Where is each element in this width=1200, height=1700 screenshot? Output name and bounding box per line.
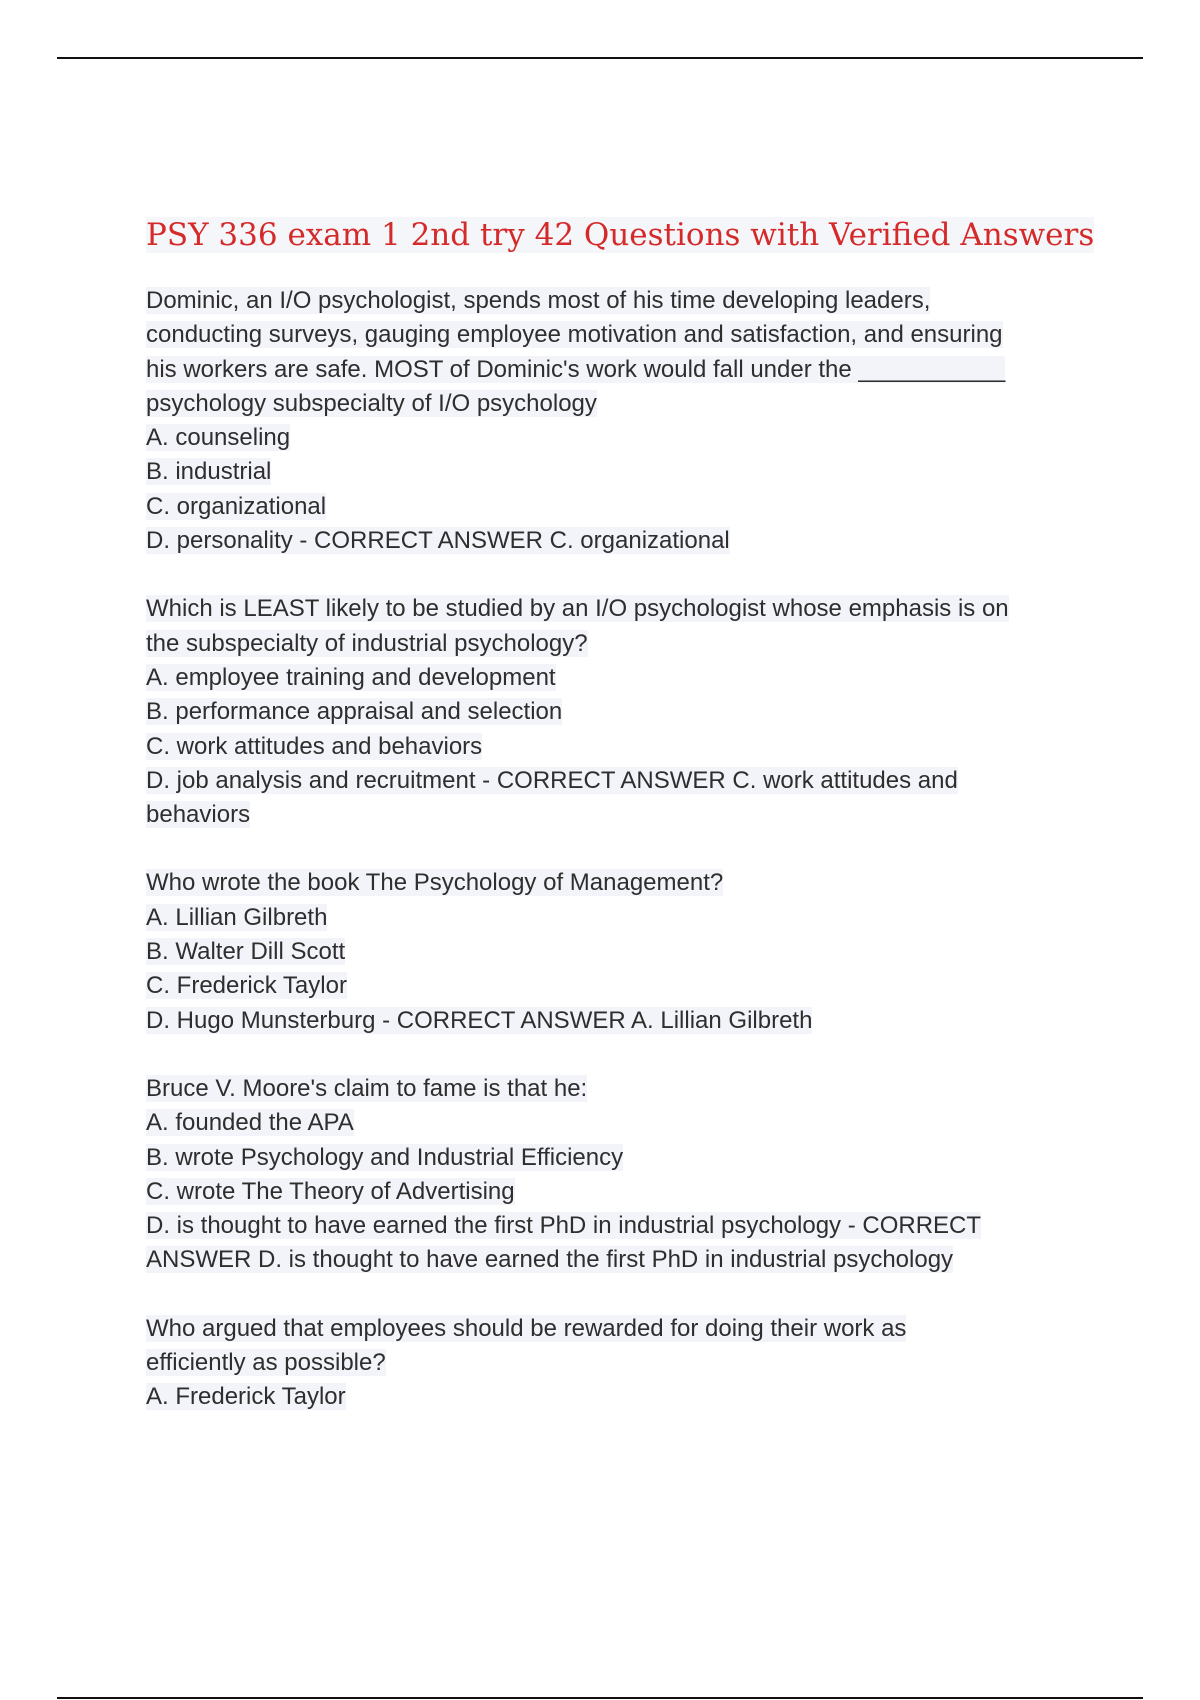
- answer-option: A. employee training and development: [146, 663, 556, 691]
- answer-option: B. Walter Dill Scott: [146, 938, 346, 966]
- question-line: the subspecialty of industrial psychology?: [146, 629, 588, 657]
- answer-option-with-correct-answer: behaviors: [146, 801, 251, 829]
- answer-option: A. Frederick Taylor: [146, 1383, 346, 1411]
- question-1: [146, 284, 1086, 558]
- top-rule: [57, 57, 1143, 59]
- question-line: his workers are safe. MOST of Dominic's work would fall under the ___________: [146, 355, 1006, 383]
- answer-option-with-correct-answer: D. is thought to have earned the first PhD in industrial psychology - CORRECT: [146, 1212, 982, 1240]
- answer-option: B. industrial: [146, 458, 272, 486]
- question-line: Bruce V. Moore's claim to fame is that he:: [146, 1074, 588, 1102]
- document-body: [146, 212, 1095, 1449]
- question-line: Dominic, an I/O psychologist, spends most of his time developing leaders,: [146, 287, 931, 314]
- answer-option: A. counseling: [146, 424, 291, 452]
- answer-option: C. wrote The Theory of Advertising: [146, 1177, 515, 1205]
- answer-option: A. Lillian Gilbreth: [146, 903, 328, 931]
- question-line: Who wrote the book The Psychology of Management?: [146, 869, 724, 897]
- question-3: [146, 866, 1086, 1037]
- answer-option: A. founded the APA: [146, 1109, 354, 1137]
- answer-option: C. work attitudes and behaviors: [146, 732, 483, 760]
- answer-option-with-correct-answer: D. Hugo Munsterburg - CORRECT ANSWER A. Lillian Gilbreth: [146, 1006, 813, 1034]
- answer-option: C. Frederick Taylor: [146, 972, 347, 1000]
- answer-option-with-correct-answer: D. job analysis and recruitment - CORRECT ANSWER C. work attitudes and: [146, 766, 958, 794]
- answer-option-with-correct-answer: ANSWER D. is thought to have earned the first PhD in industrial psychology: [146, 1246, 954, 1274]
- question-line: conducting surveys, gauging employee motivation and satisfaction, and ensuring: [146, 321, 1003, 349]
- question-line: Who argued that employees should be rewarded for doing their work as: [146, 1314, 907, 1342]
- document-title: PSY 336 exam 1 2nd try 42 Questions with Verified Answers: [146, 217, 1095, 253]
- question-2: [146, 592, 1086, 832]
- answer-option: B. wrote Psychology and Industrial Efficiency: [146, 1143, 624, 1171]
- answer-option: C. organizational: [146, 492, 327, 520]
- bottom-rule: [57, 1697, 1143, 1699]
- question-line: Which is LEAST likely to be studied by an I/O psychologist whose emphasis is on: [146, 595, 1009, 623]
- answer-option: B. performance appraisal and selection: [146, 698, 563, 726]
- question-5: [146, 1312, 1086, 1415]
- question-line: efficiently as possible?: [146, 1349, 386, 1377]
- question-line: psychology subspecialty of I/O psychology: [146, 389, 597, 417]
- answer-option-with-correct-answer: D. personality - CORRECT ANSWER C. organizational: [146, 527, 730, 555]
- question-4: [146, 1072, 1086, 1278]
